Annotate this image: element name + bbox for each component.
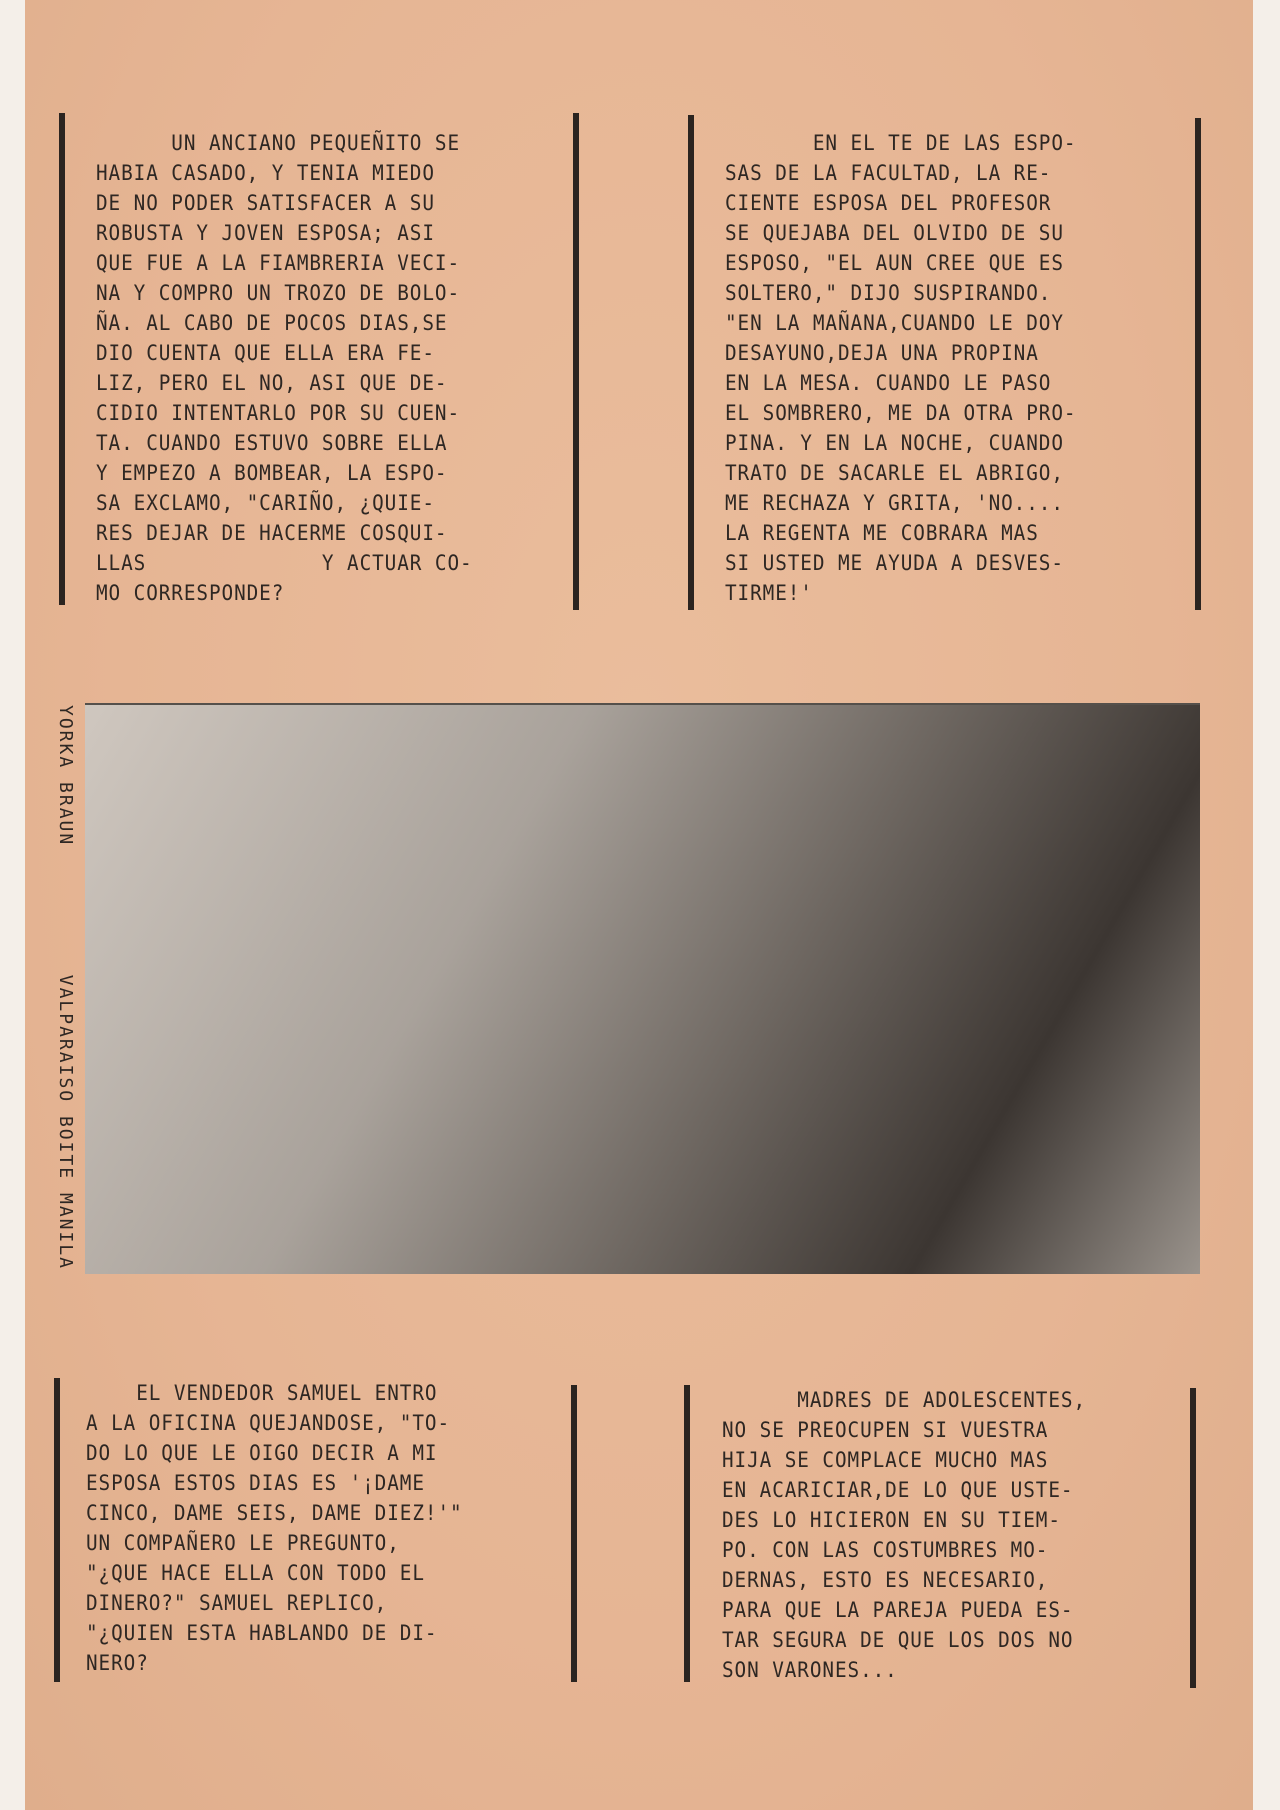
text-line: ESPOSA ESTOS DIAS ES '¡DAME [86,1471,425,1495]
column-rule [571,1385,577,1682]
column-rule [1190,1388,1196,1688]
text-line: TAR SEGURA DE QUE LOS DOS NO [722,1628,1074,1652]
text-line: DE NO PODER SATISFACER A SU [96,191,435,215]
text-line: DESAYUNO,DEJA UNA PROPINA [725,341,1039,365]
joke-te-esposas [725,128,1107,608]
text-line: DIO CUENTA QUE ELLA ERA FE- [96,341,435,365]
text-line: "¿QUE HACE ELLA CON TODO EL [86,1561,425,1585]
text-line: SE QUEJABA DEL OLVIDO DE SU [725,221,1064,245]
text-line: DO LO QUE LE OIGO DECIR A MI [86,1441,438,1465]
text-line: NO SE PREOCUPEN SI VUESTRA [722,1418,1049,1442]
text-line: QUE FUE A LA FIAMBRERIA VECI- [96,251,461,275]
column-rule [59,113,65,605]
text-line: NA Y COMPRO UN TROZO DE BOLO- [96,281,461,305]
text-line: A LA OFICINA QUEJANDOSE, "TO- [86,1411,451,1435]
text-line: DERNAS, ESTO ES NECESARIO, [722,1568,1049,1592]
text-line: LIZ, PERO EL NO, ASI QUE DE- [96,371,448,395]
text-line: LLAS Y ACTUAR CO- [96,551,473,575]
text-line: CINCO, DAME SEIS, DAME DIEZ!'" [86,1501,463,1525]
column-rule [573,113,579,610]
caption-place: VALPARAISO BOITE MANILA [55,974,76,1270]
joke-vendedor-samuel [86,1378,495,1678]
text-line: MO CORRESPONDE? [96,581,285,605]
text-line: UN ANCIANO PEQUEÑITO SE [96,131,461,155]
text-line: SI USTED ME AYUDA A DESVES- [725,551,1064,575]
joke-madres-adolescentes [722,1385,1118,1685]
column-rule [688,115,694,610]
text-line: UN COMPAÑERO LE PREGUNTO, [86,1531,400,1555]
text-line: PINA. Y EN LA NOCHE, CUANDO [725,431,1064,455]
text-line: SA EXCLAMO, "CARIÑO, ¿QUIE- [96,491,435,515]
text-line: EN LA MESA. CUANDO LE PASO [725,371,1052,395]
text-line: DES LO HICIERON EN SU TIEM- [722,1508,1061,1532]
text-line: HABIA CASADO, Y TENIA MIEDO [96,161,435,185]
column-rule [1195,118,1201,610]
text-line: "EN LA MAÑANA,CUANDO LE DOY [725,311,1064,335]
photo [85,703,1200,1274]
text-line: SAS DE LA FACULTAD, LA RE- [725,161,1052,185]
text-line: "¿QUIEN ESTA HABLANDO DE DI- [86,1621,438,1645]
text-line: NERO? [86,1651,149,1675]
text-line: EN EL TE DE LAS ESPO- [725,131,1077,155]
text-line: EL VENDEDOR SAMUEL ENTRO [86,1381,438,1405]
text-line: CIENTE ESPOSA DEL PROFESOR [725,191,1052,215]
text-line: ESPOSO, "EL AUN CREE QUE ES [725,251,1064,275]
text-line: ÑA. AL CABO DE POCOS DIAS,SE [96,311,448,335]
text-line: TA. CUANDO ESTUVO SOBRE ELLA [96,431,448,455]
text-line: ROBUSTA Y JOVEN ESPOSA; ASI [96,221,435,245]
text-line: DINERO?" SAMUEL REPLICO, [86,1591,388,1615]
text-line: CIDIO INTENTARLO POR SU CUEN- [96,401,461,425]
text-line: MADRES DE ADOLESCENTES, [722,1388,1087,1412]
text-line: HIJA SE COMPLACE MUCHO MAS [722,1448,1049,1472]
text-line: TIRME!' [725,581,813,605]
text-line: ME RECHAZA Y GRITA, 'NO.... [725,491,1064,515]
caption-name: YORKA BRAUN [55,705,76,847]
text-line: EN ACARICIAR,DE LO QUE USTE- [722,1478,1074,1502]
text-line: EL SOMBRERO, ME DA OTRA PRO- [725,401,1077,425]
joke-anciano [96,128,505,608]
text-line: RES DEJAR DE HACERME COSQUI- [96,521,448,545]
column-rule [54,1378,60,1682]
text-line: SOLTERO," DIJO SUSPIRANDO. [725,281,1052,305]
text-line: SON VARONES... [722,1658,898,1682]
text-line: Y EMPEZO A BOMBEAR, LA ESPO- [96,461,448,485]
text-line: TRATO DE SACARLE EL ABRIGO, [725,461,1064,485]
text-line: LA REGENTA ME COBRARA MAS [725,521,1039,545]
column-rule [684,1385,690,1682]
photo-caption [50,705,76,1270]
text-line: PO. CON LAS COSTUMBRES MO- [722,1538,1049,1562]
text-line: PARA QUE LA PAREJA PUEDA ES- [722,1598,1074,1622]
